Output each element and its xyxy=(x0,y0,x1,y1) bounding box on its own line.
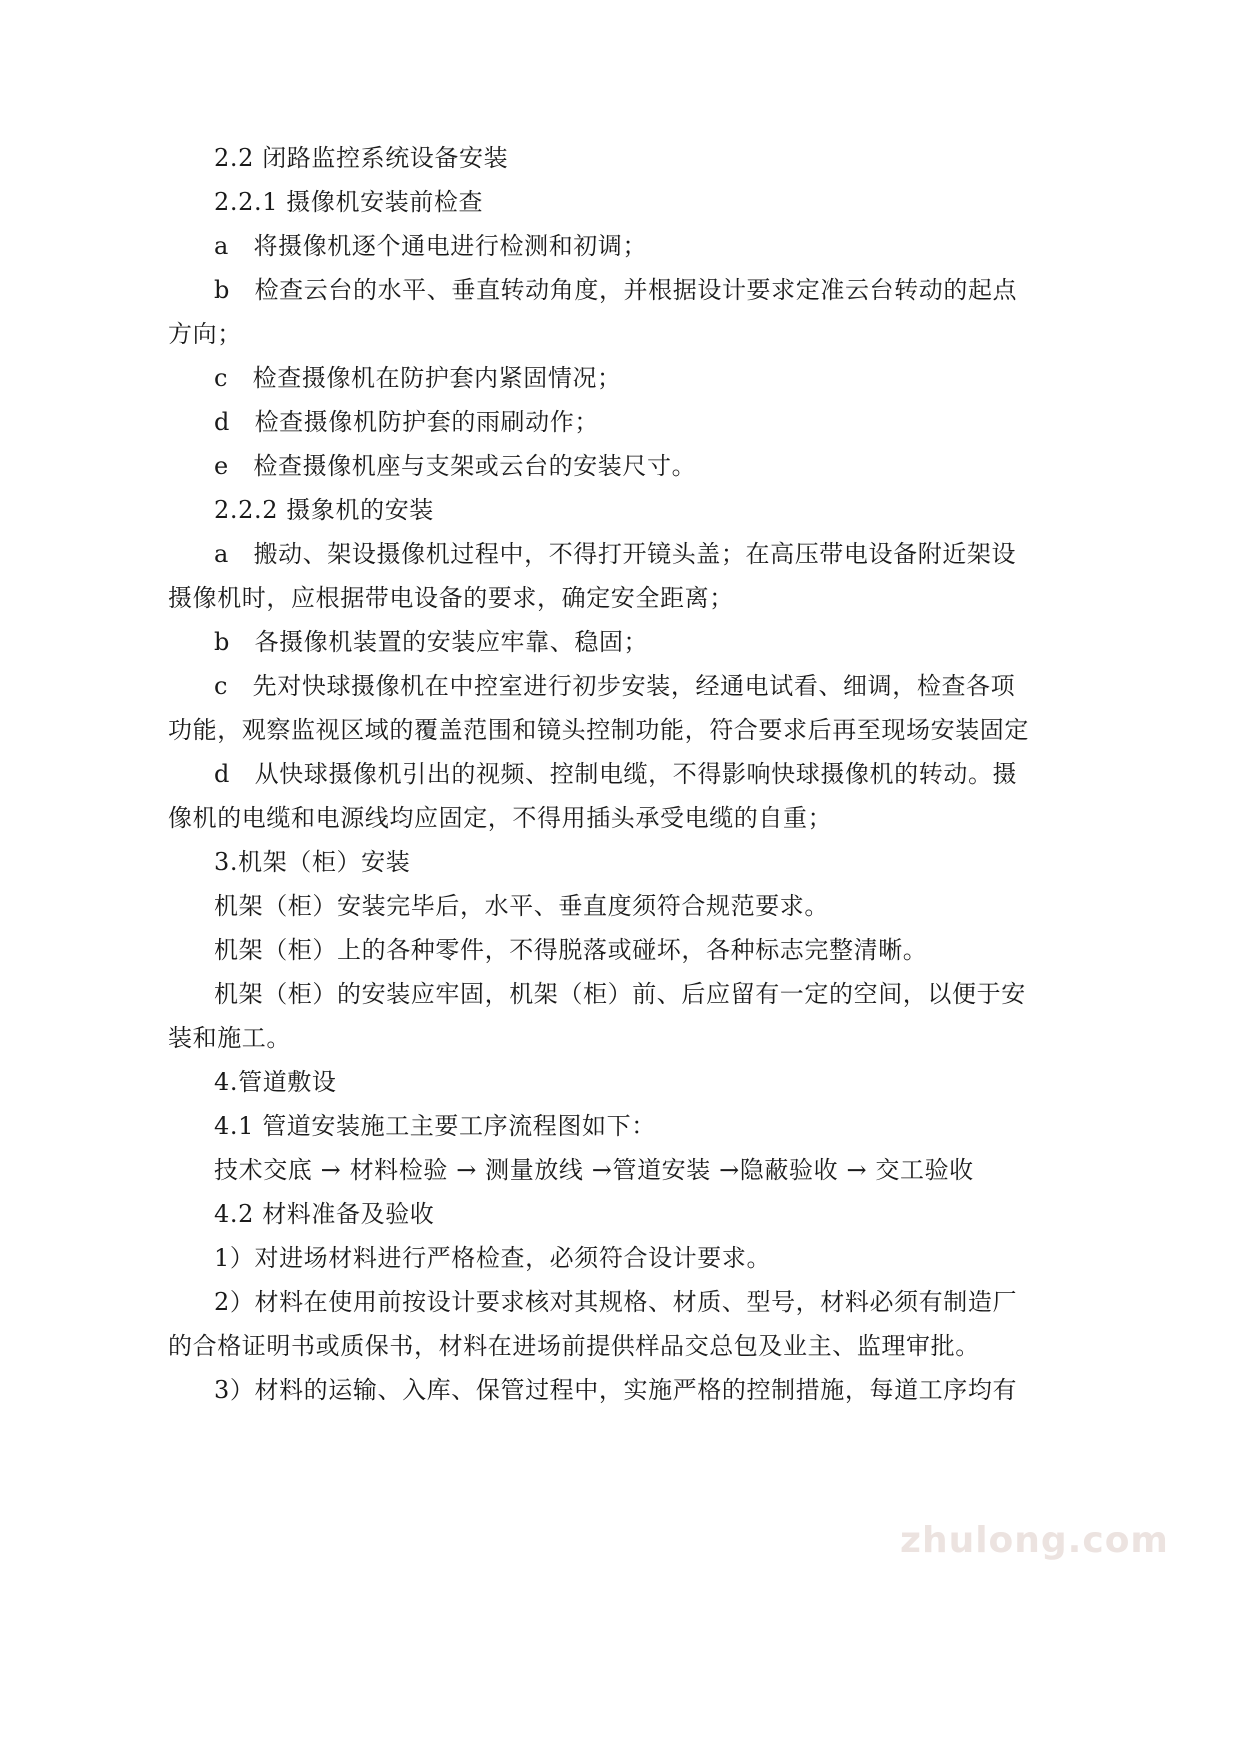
paragraph-line: c 检查摄像机在防护套内紧固情况； xyxy=(214,364,622,392)
paragraph-line: 功能，观察监视区域的覆盖范围和镜头控制功能，符合要求后再至现场安装固定 xyxy=(168,716,1029,744)
heading-4-2: 4.2 材料准备及验收 xyxy=(214,1200,435,1228)
paragraph-line: 机架（柜）上的各种零件，不得脱落或碰坏，各种标志完整清晰。 xyxy=(214,936,928,964)
process-flow-line: 技术交底 → 材料检验 → 测量放线 →管道安装 →隐蔽验收 → 交工验收 xyxy=(214,1156,974,1184)
heading-2-2-2: 2.2.2 摄象机的安装 xyxy=(214,496,434,524)
paragraph-line: e 检查摄像机座与支架或云台的安装尺寸。 xyxy=(214,452,697,480)
paragraph-line: b 各摄像机装置的安装应牢靠、稳固； xyxy=(214,628,649,656)
paragraph-line: 机架（柜）安装完毕后，水平、垂直度须符合规范要求。 xyxy=(214,892,829,920)
paragraph-line: 2）材料在使用前按设计要求核对其规格、材质、型号，材料必须有制造厂 xyxy=(214,1288,1018,1316)
paragraph-line: 像机的电缆和电源线均应固定，不得用插头承受电缆的自重； xyxy=(168,804,833,832)
paragraph-line: c 先对快球摄像机在中控室进行初步安装，经通电试看、细调，检查各项 xyxy=(214,672,1016,700)
watermark-logo: zhulong.com xyxy=(900,1520,1169,1561)
heading-2-2: 2.2 闭路监控系统设备安装 xyxy=(214,144,509,172)
paragraph-line: d 从快球摄像机引出的视频、控制电缆，不得影响快球摄像机的转动。摄 xyxy=(214,760,1018,788)
heading-4: 4.管道敷设 xyxy=(214,1068,337,1096)
paragraph-line: 装和施工。 xyxy=(168,1024,291,1052)
heading-2-2-1: 2.2.1 摄像机安装前检查 xyxy=(214,188,484,216)
heading-3: 3.机架（柜）安装 xyxy=(214,848,411,876)
paragraph-line: 的合格证明书或质保书，材料在进场前提供样品交总包及业主、监理审批。 xyxy=(168,1332,980,1360)
paragraph-line: a 将摄像机逐个通电进行检测和初调； xyxy=(214,232,648,260)
paragraph-line: 3）材料的运输、入库、保管过程中，实施严格的控制措施，每道工序均有 xyxy=(214,1376,1018,1404)
paragraph-line: a 搬动、架设摄像机过程中，不得打开镜头盖；在高压带电设备附近架设 xyxy=(214,540,1017,568)
paragraph-line: d 检查摄像机防护套的雨刷动作； xyxy=(214,408,599,436)
paragraph-line: b 检查云台的水平、垂直转动角度，并根据设计要求定准云台转动的起点 xyxy=(214,276,1018,304)
paragraph-line: 机架（柜）的安装应牢固，机架（柜）前、后应留有一定的空间，以便于安 xyxy=(214,980,1026,1008)
paragraph-line: 方向； xyxy=(168,320,242,348)
heading-4-1: 4.1 管道安装施工主要工序流程图如下： xyxy=(214,1112,656,1140)
paragraph-line: 1）对进场材料进行严格检查，必须符合设计要求。 xyxy=(214,1244,772,1272)
paragraph-line: 摄像机时，应根据带电设备的要求，确定安全距离； xyxy=(168,584,734,612)
